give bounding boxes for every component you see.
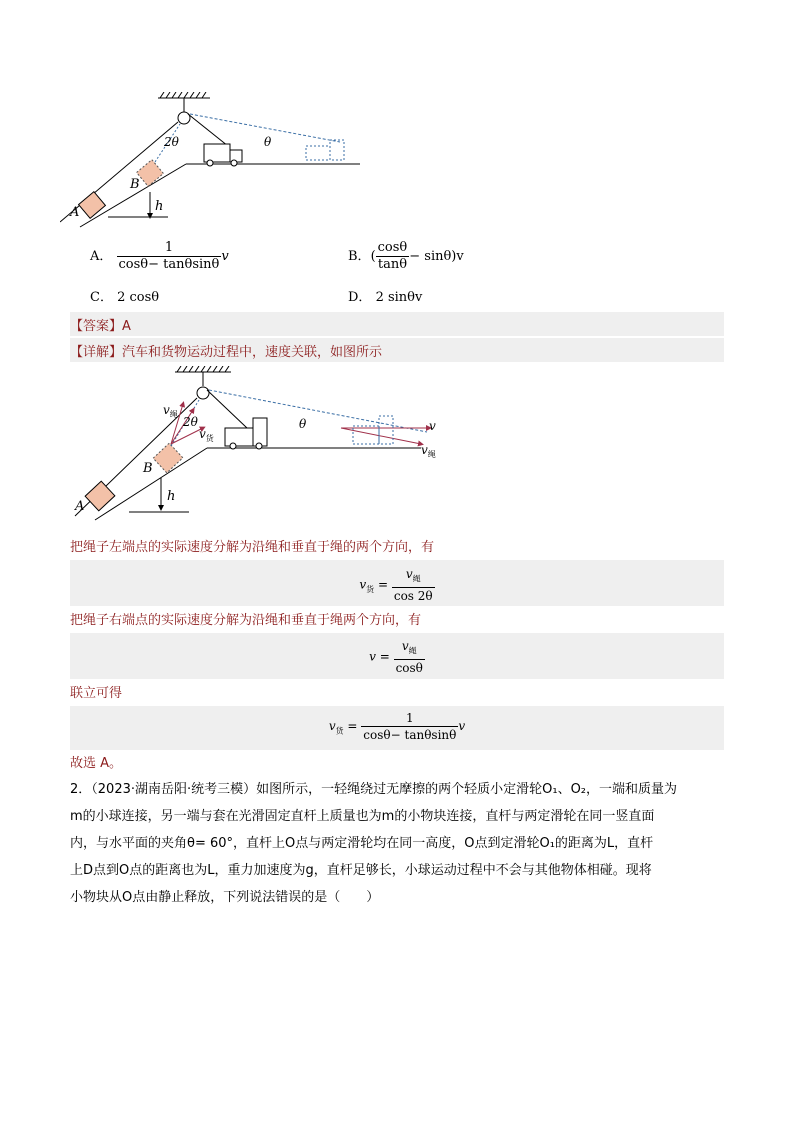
step-1-text: 把绳子左端点的实际速度分解为沿绳和垂直于绳的两个方向，有: [70, 540, 435, 555]
answer-band: [70, 312, 724, 336]
label-A: A: [75, 499, 85, 514]
label-h: h: [155, 199, 164, 214]
option-B[interactable]: B．( $\frac{\cos\theta}{\tan\theta}$ − sinθ)v: [348, 240, 464, 272]
equation-1: $v_货$ = $\frac{v_绳}{\cos 2\theta}$: [359, 567, 433, 604]
label-B: B: [130, 177, 140, 192]
question-2-line-5: 小物块从O点由静止释放，下列说法错误的是（ ）: [70, 890, 380, 905]
question-2-line-1: 2．（2023·湖南岳阳·统考三模）如图所示，一轻绳绕过无摩擦的两个轻质小定滑轮O₁、O₂，一端和质量为: [70, 782, 678, 797]
question-2: [70, 776, 724, 911]
option-A[interactable]: A． $\frac{1}{\cos\theta- \tan\theta\sin\theta}$ v: [90, 240, 229, 272]
question-2-line-4: 上D点到O点的距离也为L，重力加速度为g，直杆足够长，小球运动过程中不会与其他物体相碰。现将: [70, 863, 652, 878]
figure-1: [60, 92, 370, 232]
step-2-text: 把绳子右端点的实际速度分解为沿绳和垂直于绳两个方向，有: [70, 613, 422, 628]
option-D[interactable]: D． 2 sinθv: [348, 290, 423, 305]
question-2-line-3: 内，与水平面的夹角θ= 60°，直杆上O点与两定滑轮均在同一高度，O点到定滑轮O₁的距离为L，直杆: [70, 836, 654, 851]
label-B: B: [143, 461, 153, 476]
equation-2: v = $\frac{v_绳}{\cos\theta}$: [369, 639, 423, 676]
label-theta: θ: [299, 417, 307, 431]
label-v-rope-left: $v_绳$: [163, 403, 178, 419]
question-2-line-2: m的小球连接，另一端与套在光滑固定直杆上质量也为m的小物块连接，直杆与两定滑轮在同一竖直面: [70, 809, 655, 824]
label-theta: θ: [264, 135, 272, 149]
label-2theta: 2θ: [164, 135, 179, 149]
answer-line: 【答案】A: [70, 319, 131, 334]
label-v-rope-right: $v_绳$: [421, 443, 436, 459]
block-B: [137, 160, 164, 187]
label-A: A: [70, 205, 80, 220]
equation-3: $v_货$ = $\frac{1}{\cos\theta- \tan\theta\sin\theta}$ v: [328, 711, 466, 742]
conclusion: 故选 A。: [70, 756, 123, 771]
truck: [204, 144, 242, 166]
label-v: v: [429, 419, 436, 433]
figure-2: [71, 366, 441, 524]
pulley: [197, 387, 209, 399]
label-v-cargo: $v_货$: [199, 427, 214, 443]
step-3-text: 联立可得: [70, 686, 123, 701]
ceiling-hatch: [158, 92, 210, 112]
truck-ghost: [306, 140, 344, 160]
detail-line: 【详解】汽车和货物运动过程中，速度关联，如图所示: [70, 345, 383, 360]
label-2theta: 2θ: [183, 415, 198, 429]
label-h: h: [167, 489, 176, 504]
option-C[interactable]: C． 2 cosθ: [90, 290, 160, 305]
